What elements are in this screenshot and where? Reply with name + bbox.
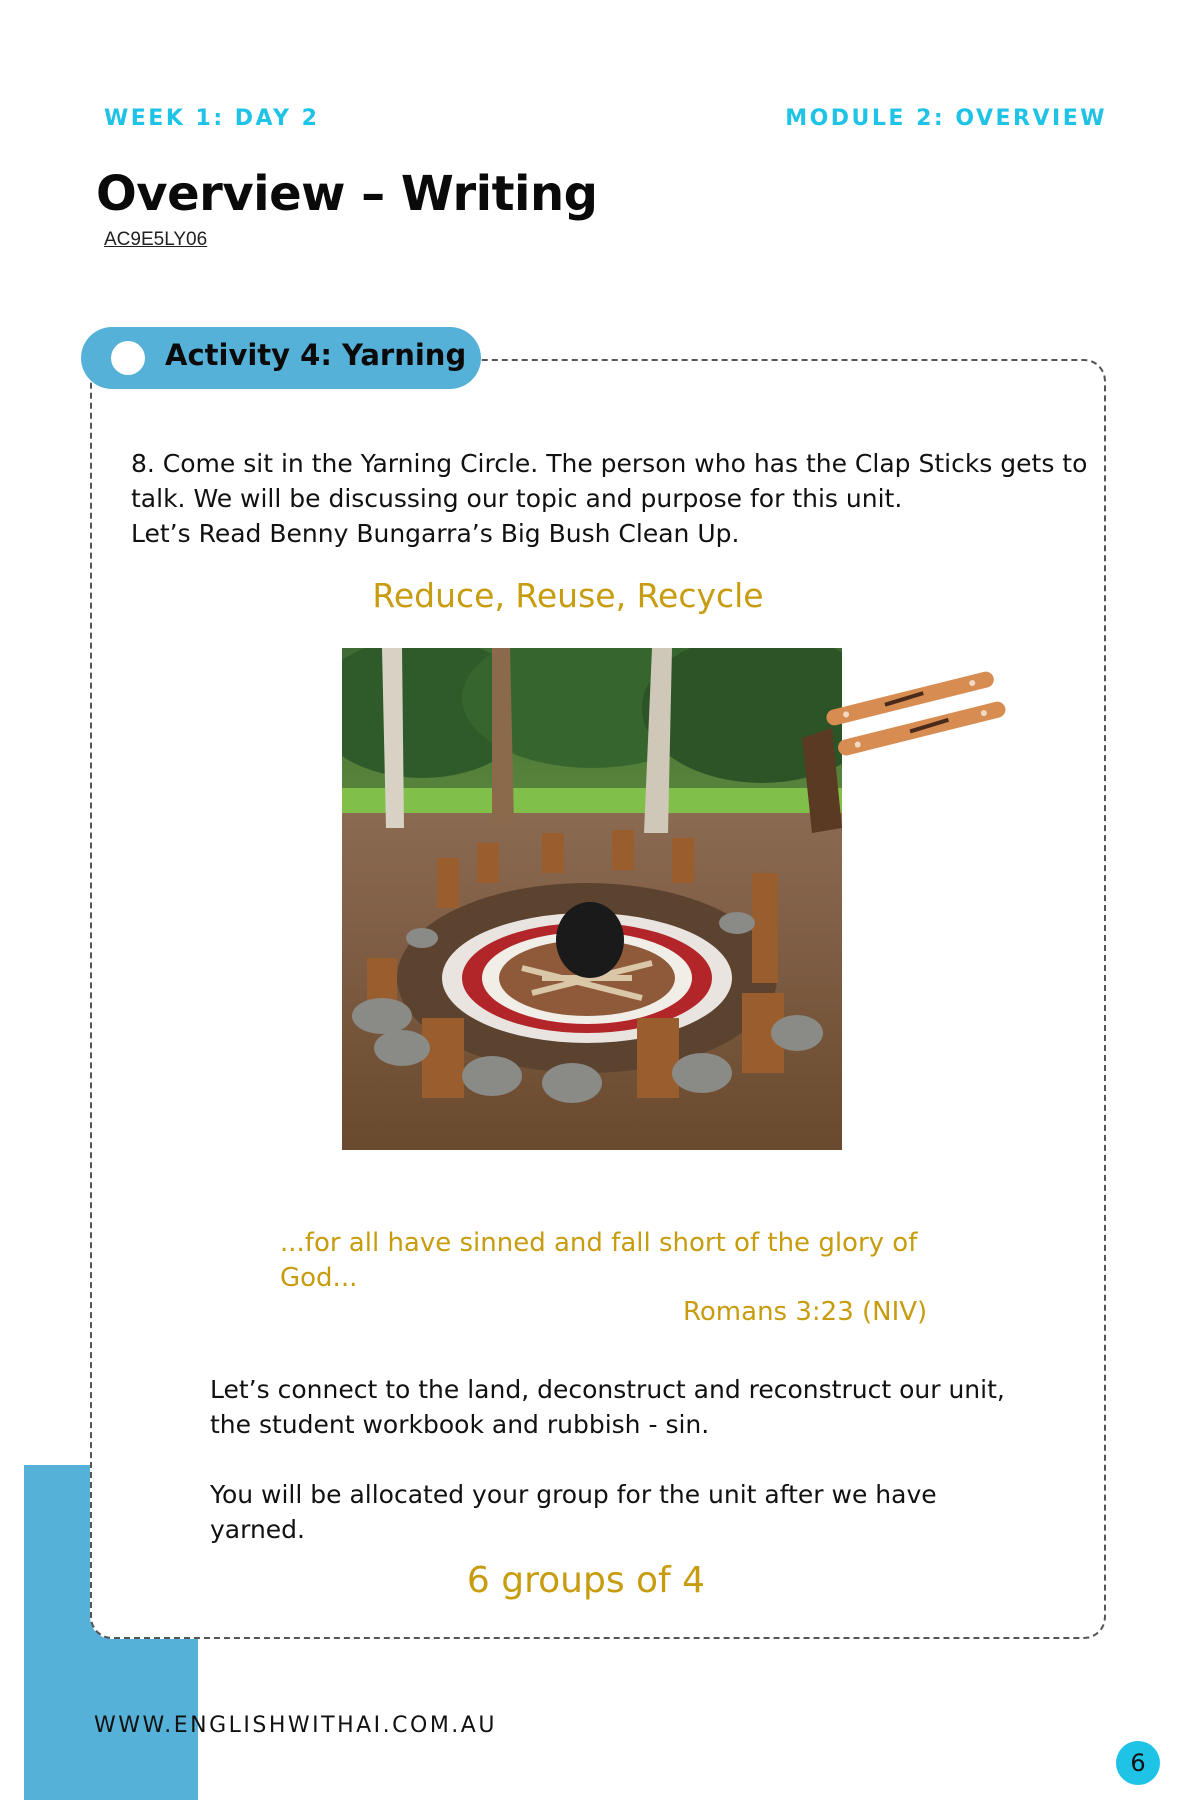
instruction-line-2: Let’s Read Benny Bungarra’s Big Bush Clean Up. (131, 519, 740, 548)
module-label: MODULE 2: OVERVIEW (785, 106, 1107, 131)
instructions-text (131, 446, 1091, 551)
week-day-label: WEEK 1: DAY 2 (104, 106, 320, 131)
instruction-line-1: 8. Come sit in the Yarning Circle. The person who has the Clap Sticks gets to talk. We will be discussing our topic and purpose for this unit. (131, 449, 1088, 513)
reduce-reuse-recycle-heading: Reduce, Reuse, Recycle (372, 576, 764, 615)
curriculum-code-link[interactable]: AC9E5LY06 (104, 229, 208, 250)
website-footer: WWW.ENGLISHWITHAI.COM.AU (94, 1713, 497, 1738)
bullet-dot-icon (111, 341, 145, 375)
bible-verse-reference: Romans 3:23 (NIV) (683, 1297, 928, 1327)
groups-callout: 6 groups of 4 (466, 1560, 706, 1601)
bible-verse-text: ...for all have sinned and fall short of the glory of God... (280, 1228, 918, 1293)
page-title: Overview – Writing (96, 166, 598, 222)
connect-paragraph: Let’s connect to the land, deconstruct and reconstruct our unit, the student workbook and rubbish - sin. (210, 1375, 1005, 1439)
page-number-badge: 6 (1116, 1741, 1160, 1785)
yarning-circle-photo (342, 648, 842, 1150)
clap-sticks-image (818, 666, 1010, 762)
groups-paragraph: You will be allocated your group for the unit after we have yarned. (210, 1480, 937, 1544)
activity-banner (81, 327, 481, 389)
activity-label: Activity 4: Yarning (165, 338, 467, 372)
